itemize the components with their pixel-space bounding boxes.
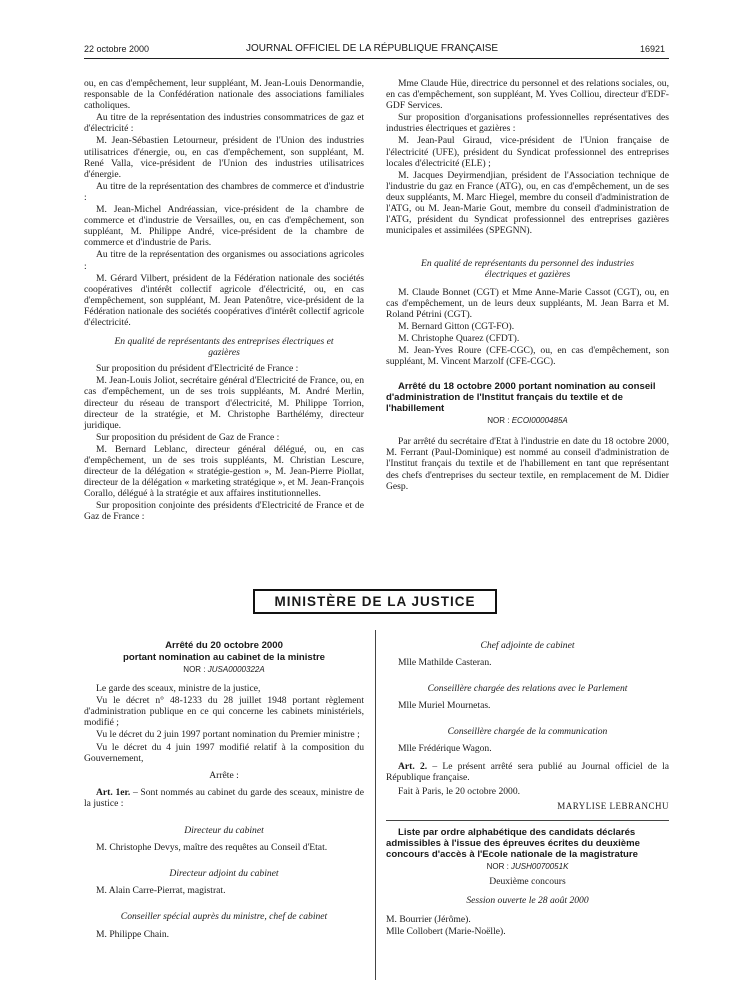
paragraph: M. Claude Bonnet (CGT) et Mme Anne-Marie Cassot (CGT), ou, en cas d'empêchement, un de leurs deux suppléants, M. Jean Barra et M. Roland Pétrini (CGT).	[386, 286, 669, 320]
paragraph: Vu le décret du 2 juin 1997 portant nomination du Premier ministre ;	[96, 729, 360, 741]
article-text: – Le présent arrêté sera publié au Journal officiel de la République française.	[386, 760, 669, 783]
nor-label: NOR :	[183, 665, 208, 674]
lower-left-column	[84, 640, 364, 941]
paragraph: M. Jean-Yves Roure (CFE-CGC), ou, en cas d'empêchement, son suppléant, M. Vincent Marzolf (CFE-CGC).	[386, 344, 669, 368]
ministry-banner	[253, 589, 497, 614]
ministry-title: MINISTÈRE DE LA JUSTICE	[274, 594, 476, 609]
signature: MARYLISE LEBRANCHU	[557, 800, 669, 811]
candidate: Mlle Collobert (Marie-Noëlle).	[386, 926, 506, 938]
article-label: Art. 1er.	[96, 786, 131, 798]
paragraph: M. Bernard Leblanc, directeur général délégué, ou, en cas d'empêchement, un de ses trois suppléants, M. Christian Lescure, directeur de la délégation « stratégie-gestion », M. Jean-Pierre Piollat, directeur de la délégation « marketing stratégique », et M. Jean-François Corallo, délégué à la stratégie et aux affaires institutionnelles.	[84, 443, 364, 500]
role-name: M. Philippe Chain.	[96, 928, 170, 940]
paragraph: Sur proposition d'organisations professionnelles représentatives des industries électriques et gazières :	[386, 112, 669, 135]
paragraph: ou, en cas d'empêchement, leur suppléant, M. Jean-Louis Denormandie, responsable de la Confédération nationale des associations familiales catholiques.	[84, 78, 364, 112]
article-label: Art. 2.	[398, 760, 428, 772]
paragraph: Mme Claude Hüe, directrice du personnel et des relations sociales, ou, en cas d'empêchement, son suppléant, M. Yves Colliou, directeur d'EDF-GDF Services.	[386, 78, 669, 112]
role-title: Directeur adjoint du cabinet	[169, 868, 279, 880]
paragraph: M. Jean-Sébastien Letourneur, président de l'Union des industries utilisatrices d'énergie, ou, en cas d'empêchement, son suppléant, M. René Valla, vice-président de l'Union des industries utilisatrices d'énergie.	[84, 135, 364, 180]
candidate: M. Bourrier (Jérôme).	[386, 914, 471, 926]
paragraph: Sur proposition conjointe des présidents d'Electricité de France et de Gaz de France :	[84, 500, 364, 523]
paragraph: M. Jean-Louis Joliot, secrétaire général d'Electricité de France, ou, en cas d'empêchement, un de ses trois suppléants, M. André Merlin, directeur du réseau de transport d'électricité, M. Philippe Torrion, directeur de la stratégie, et M. Christophe Barthélémy, directeur juridique.	[84, 375, 364, 431]
article-text: – Sont nommés au cabinet du garde des sceaux, ministre de la justice :	[84, 786, 364, 809]
upper-right-column	[386, 78, 669, 493]
role-name: Mlle Muriel Mournetas.	[398, 700, 491, 712]
article-2	[386, 761, 669, 783]
role-title: Conseiller spécial auprès du ministre, chef de cabinet	[120, 911, 328, 923]
paragraph: Le garde des sceaux, ministre de la justice,	[96, 683, 261, 695]
section-heading: En qualité de représentants des entreprises électriques et gazières	[114, 336, 334, 359]
paragraph: M. Jean-Paul Giraud, vice-président de l'Union française de l'électricité (UFE), président du Syndicat professionnel des entreprises locales d'électricité (ELE) ;	[386, 135, 669, 169]
page-number: 16921	[640, 44, 666, 54]
nor-code: ECOI0000485A	[511, 416, 568, 426]
done-at: Fait à Paris, le 20 octobre 2000.	[398, 785, 521, 797]
paragraph: Vu le décret du 4 juin 1997 modifié relatif à la composition du Gouvernement,	[84, 741, 364, 764]
paragraph: Vu le décret n° 48-1233 du 28 juillet 1948 portant règlement d'administration publique en ce qui concerne les cabinets ministériels, modifié ;	[84, 695, 364, 729]
paragraph: M. Gérard Vilbert, président de la Fédération nationale des sociétés coopératives d'intérêt collectif agricole d'électricité, ou, en cas d'empêchement, son suppléant, M. Jean Patenôtre, vice-président de la Fédération nationale des sociétés coopératives d'intérêt collectif agricole d'électricité.	[84, 272, 364, 328]
paragraph: M. Bernard Gitton (CGT-FO).	[398, 320, 515, 332]
nor-reference	[386, 415, 669, 426]
paragraph: Par arrêté du secrétaire d'Etat à l'industrie en date du 18 octobre 2000, M. Ferrant (Paul-Dominique) est nommé au conseil d'administration de l'Institut français du textile et de l'habillement en tant que représentant des chefs d'entreprises du secteur textile, en remplacement de M. Didier Gesp.	[386, 436, 669, 492]
session-line: Session ouverte le 28 août 2000	[466, 895, 589, 907]
nor-code: JUSA0000322A	[207, 665, 265, 674]
paragraph: M. Jean-Michel Andréassian, vice-président de la chambre de commerce et d'industrie de Versailles, ou, en cas d'empêchement, son suppléant, M. Philippe André, vice-président de la chambre de commerce et d'industrie de Paris.	[84, 204, 364, 249]
paragraph: M. Christophe Quarez (CFDT).	[398, 332, 520, 344]
header-rule	[84, 58, 669, 59]
arrete-word: Arrête :	[209, 769, 239, 781]
nor-code: JUSH0070051K	[511, 861, 569, 871]
article-1	[84, 787, 364, 809]
role-name: Mlle Frédérique Wagon.	[398, 743, 492, 755]
paragraph: Au titre de la représentation des chambres de commerce et d'industrie :	[84, 180, 364, 203]
upper-left-column	[84, 78, 364, 524]
section-heading: En qualité de représentants du personnel des industries électriques et gazières	[420, 258, 635, 281]
role-name: Mlle Mathilde Casteran.	[398, 657, 492, 669]
paragraph: Au titre de la représentation des organismes ou associations agricoles :	[84, 249, 364, 272]
liste-title: Liste par ordre alphabétique des candidats déclarés admissibles à l'issue des épreuves écrites du deuxième concours d'accès à l'Ecole nationale de la magistrature	[386, 826, 640, 860]
journal-title: JOURNAL OFFICIEL DE LA RÉPUBLIQUE FRANÇAISE	[246, 43, 499, 54]
section-rule	[386, 820, 669, 821]
role-name: M. Christophe Devys, maître des requêtes au Conseil d'Etat.	[96, 842, 328, 854]
page-header	[0, 0, 748, 70]
paragraph: Sur proposition du président d'Electricité de France :	[96, 363, 299, 375]
paragraph: M. Jacques Deyirmendjian, président de l'Association technique de l'industrie du gaz en France (ATG), ou, en cas d'empêchement, un de ses deux suppléants, M. Marc Hiegel, membre du conseil d'administration de l'ATG, ou M. Jean-Marie Gout, membre du conseil d'administration de l'ATG, président du Syndicat professionnel des entreprises gazières municipales et assimilées (SPEGNN).	[386, 169, 669, 237]
column-divider	[375, 630, 376, 980]
nor-label: NOR :	[487, 416, 512, 426]
role-title: Conseillère chargée de la communication	[447, 726, 608, 738]
role-title: Chef adjointe de cabinet	[480, 640, 575, 651]
role-name: M. Alain Carre-Pierrat, magistrat.	[96, 885, 226, 897]
lower-right-column	[386, 640, 669, 938]
arrete-title-line2: portant nomination au cabinet de la ministre	[122, 652, 326, 663]
nor-reference	[84, 664, 364, 675]
paragraph: Sur proposition du président de Gaz de France :	[96, 431, 280, 443]
header-date: 22 octobre 2000	[84, 44, 150, 54]
arrete-title-line1: Arrêté du 20 octobre 2000	[165, 640, 283, 651]
arrete-title: Arrêté du 18 octobre 2000 portant nomination au conseil d'administration de l'Institut français du textile et de l'habillement	[386, 381, 656, 415]
role-title: Directeur du cabinet	[184, 825, 264, 837]
nor-label: NOR :	[486, 861, 512, 871]
paragraph: Au titre de la représentation des industries consommatrices de gaz et d'électricité :	[84, 112, 364, 135]
role-title: Conseillère chargée des relations avec le Parlement	[427, 683, 628, 695]
nor-reference	[386, 861, 669, 872]
concours-subtitle: Deuxième concours	[489, 876, 566, 888]
